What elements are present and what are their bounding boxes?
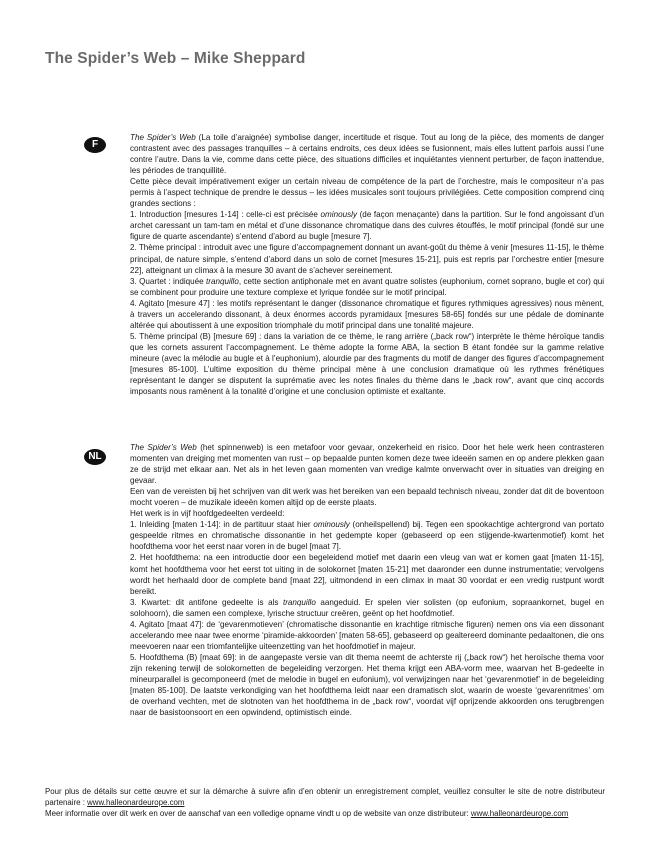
paragraph xyxy=(130,519,604,552)
text-run: 3. Quartet : indiquée xyxy=(130,276,207,286)
text-run: (La toile d’araignée) symbolise danger, incertitude et risque. Tout au long de la pièce, des moments de danger contrastent avec des passages tranquilles – à certains endroits, ces deux idées se fusionnent, mais elles luttent parfois aussi l’une contre l’autre. Dans la vie, comme dans cette pièce, des situations difficiles et inquiétantes viennent perturber, de façon inattendue, les périodes de tranquillité. xyxy=(130,133,604,176)
distributor-link-french[interactable]: www.halleonardeurope.com xyxy=(87,798,185,807)
paragraph xyxy=(130,597,604,619)
text-run: Cette pièce devait impérativement exiger un certain niveau de compétence de la part de l’orchestre, mais le compositeur n’a pas permis à l’aspect technique de prendre le dessus – les idées musicales sont toujours privilégiées. Cette composition comprend cinq grandes sections : xyxy=(130,177,604,209)
paragraph xyxy=(130,176,604,209)
text-run: Een van de vereisten bij het schrijven van dit werk was het bereiken van een bepaald technisch niveau, zonder dat dit de boventoon mocht voeren – de muzikale ideeën komen altijd op de eerste plaats. xyxy=(130,487,604,508)
page-title: The Spider’s Web – Mike Sheppard xyxy=(45,50,306,67)
footer xyxy=(45,786,605,819)
text-run: 3. Kwartet: dit antifone gedeelte is als xyxy=(130,597,283,607)
italic-text: ominously xyxy=(313,520,350,530)
text-run: (het spinnenweb) is een metafoor voor gevaar, onzekerheid en risico. Door het hele werk heen contrasteren momenten van dreiging met momenten van rust – op bepaalde punten komen deze twee ideeën samen en op andere plekken gaan ze de strijd met elkaar aan. Net als in het leven gaan momenten van vredige kalmte onverwacht over in situaties van dreiging en gevaar. xyxy=(130,443,604,486)
footer-dutch-text: Meer informatie over dit werk en over de aanschaf van een volledige opname vindt u op de website van onze distributeur: xyxy=(45,809,471,818)
distributor-link-dutch[interactable]: www.halleonardeurope.com xyxy=(470,809,569,818)
language-badge-dutch: NL xyxy=(84,449,106,465)
paragraph xyxy=(130,508,604,519)
paragraph xyxy=(130,442,604,486)
text-run: , cette section antiphonale met en avant quatre solistes (euphonium, cornet soprano, bugle et cor) qui se combinent pour produire une texture complexe et lyrique fondée sur le motif principal. xyxy=(130,276,604,297)
paragraph xyxy=(130,132,604,176)
text-run: 5. Hoofdthema (B) [maat 69]: in de aangepaste versie van dit thema neemt de achterste rij („back row“) het heroïsche thema voor zijn rekening terwijl de solokornetten de begeleiding verzorgen. Het thema krijgt een ABA-vorm mee, waarvan het B-gedeelte in mineurparallel is gecomponeerd (met de melodie in bugel en eufonium), vol verwijzingen naar het ‘gevarenmotief’ in de begeleiding [maten 85-100]. De laatste verkondiging van het hoofdthema leidt naar een dramatisch slot, waarin de woeste ‘gevarenritmes’ om de overhand vechten, met de slotnoten van het hoofdthema in de „back row“, voordat vijf oprijzende akkoorden ons terugbrengen naar de basistoonsoort en een opwindend, optimistisch einde. xyxy=(130,652,604,718)
text-run: (de façon menaçante) dans la partition. Sur le fond angoissant d’un archet caressant un tam-tam en métal et d’une dissonance chromatique dans des cuivres étouffés, le motif principal (fondé sur une figure de quarte ascendante) s’entend d’abord au bugle [mesure 7]. xyxy=(130,210,605,242)
dutch-description xyxy=(130,442,604,718)
language-badge-french: F xyxy=(84,137,106,153)
text-run: 1. Introduction [mesures 1-14] : celle-ci est précisée xyxy=(130,210,321,220)
paragraph xyxy=(130,276,604,298)
text-run: 2. Het hoofdthema: na een introductie door een begeleidend motief met daarin een vleug van wat er komen gaat [maten 11-15], komt het hoofdthema voor het eerst tot uiting in de solokornet [maten 15-21] met daaronder een dunne instrumentatie; vervolgens wordt het herhaald door de complete band [maat 22], uitmondend in een climax in maat 30 voordat er een vredig rustpunt wordt bereikt. xyxy=(130,553,604,596)
paragraph xyxy=(130,209,604,242)
text-run: Het werk is in vijf hoofdgedeelten verdeeld: xyxy=(130,509,285,519)
paragraph xyxy=(130,331,604,397)
paragraph xyxy=(130,552,604,596)
paragraph xyxy=(130,486,604,508)
text-run: 4. Agitato [maat 47]: de ‘gevarenmotieven’ (chromatische dissonantie en krachtige ritmische figuren) nemen ons via een dissonant accelerando mee naar twee enorme ‘piramide-akkoorden’ [maten 58-65], gebaseerd op gealtereerd dominante pedaaltonen, die ons meevoeren naar een triomfantelijke uiteenzetting van het hoofdmotief in majeur. xyxy=(130,619,604,651)
text-run: 2. Thème principal : introduit avec une figure d’accompagnement donnant un avant-goût du thème à venir [mesures 11-15], le thème principal, de nature simple, s’entend d’abord dans un solo de cornet [mesures 15-21], puis est repris par l’orchestre entier [mesure 22], atteignant un climax à la mesure 30 avant de s’achever sereinement. xyxy=(130,243,604,275)
italic-text: ominously xyxy=(320,210,357,220)
footer-french-text: Pour plus de détails sur cette œuvre et sur la démarche à suivre afin d’en obtenir un enregistrement complet, veuillez consulter le site de notre distributeur partenaire : xyxy=(45,787,605,807)
french-description xyxy=(130,132,604,397)
italic-text: The Spider’s Web xyxy=(130,133,196,142)
text-run: 4. Agitato [mesure 47] : les motifs représentant le danger (dissonance chromatique et figures rythmiques agressives) nous mènent, à travers un accelerando dissonant, à deux énormes accords pyramidaux [mesures 58-65] fondés sur une pédale de dominante altérée qui aboutissent à une exposition triomphale du motif principal dans une tonalité majeure. xyxy=(130,298,604,330)
text-run: (onheilspellend) bij. Tegen een spookachtige achtergrond van portato gespeelde ritmes en chromatische dissonantie in het gedempte koper (gebaseerd op een stijgende-kwartenmotief) komt het hoofdthema voor het eerst naar voren in de bugel [maat 7]. xyxy=(130,520,604,552)
italic-text: tranquillo xyxy=(206,276,239,286)
paragraph xyxy=(130,652,604,718)
paragraph xyxy=(130,242,604,275)
italic-text: tranquillo xyxy=(282,597,316,607)
text-run: 1. Inleiding [maten 1-14]: in de partituur staat hier xyxy=(130,520,314,530)
text-run: aangeduid. Er spelen vier solisten (op eufonium, sopraankornet, bugel en solohoorn), die samen een complexe, lyrische structuur creëren, geënt op het hoofdmotief. xyxy=(130,597,605,618)
text-run: 5. Thème principal (B) [mesure 69] : dans la variation de ce thème, le rang arrière („back row“) interprète le thème héroïque tandis que les cornets assurent l’accompagnement. Le thème adopte la forme ABA, la section B étant fondée sur la gamme relative mineure (avec la mélodie au bugle et à l’euphonium), alourdie par des fragments du motif de danger des figures d’accompagnement [mesures 85-100]. L’ultime exposition du thème principal mène à une conclusion dramatique où les rythmes frénétiques représentant le danger se disputent la suprématie avec les notes finales du thème dans le „back row“, avant que cinq accords imposants nous ramènent à la tonalité d’origine et une conclusion optimiste et exaltante. xyxy=(130,331,604,397)
paragraph xyxy=(130,298,604,331)
footer-french xyxy=(45,786,605,808)
footer-dutch xyxy=(45,808,605,819)
italic-text: The Spider’s Web xyxy=(130,443,197,452)
paragraph xyxy=(130,619,604,652)
